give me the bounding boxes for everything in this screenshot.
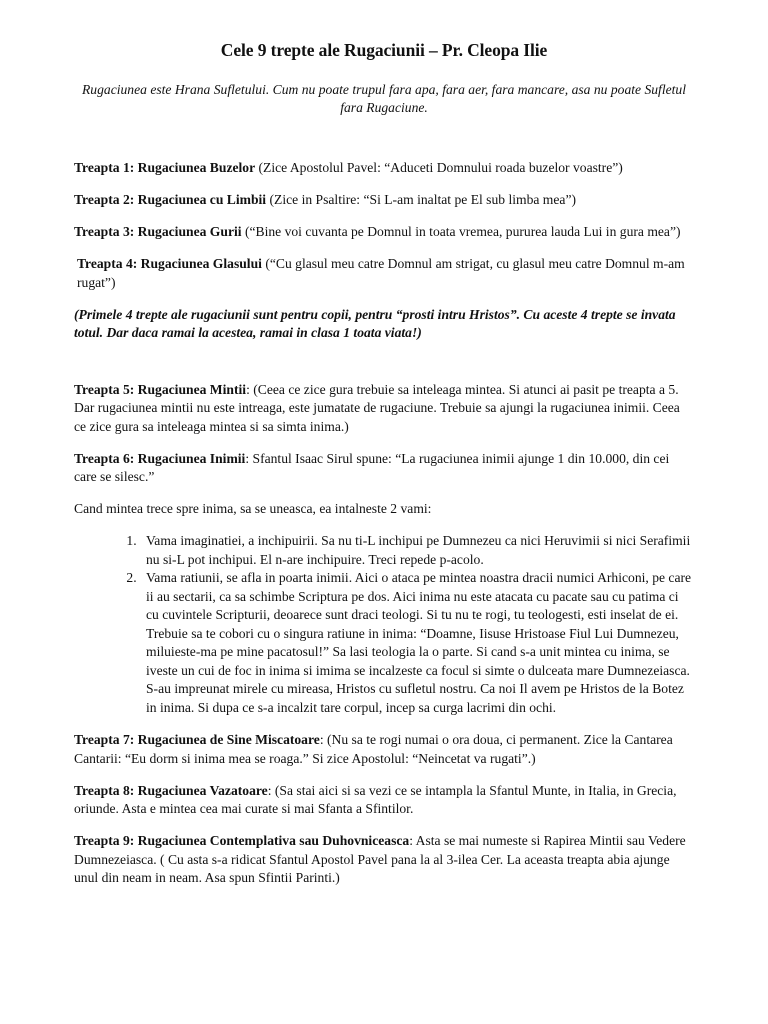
list-item: 1. Vama imaginatiei, a inchipuirii. Sa nu ti-L inchipui pe Dumnezeu ca nici Heruvimii si nici Serafimii nu si-L pot inchipui. El n-are inchipuire. Treci repede p-acolo. <box>140 532 694 569</box>
step-1-label: Treapta 1: Rugaciunea Buzelor <box>74 160 256 175</box>
step-9 <box>74 832 694 888</box>
step-2 <box>74 191 694 210</box>
step-5 <box>74 381 694 437</box>
step-1-text: (Zice Apostolul Pavel: “Aduceti Domnului roada buzelor voastre”) <box>255 160 623 175</box>
step-6 <box>74 450 694 487</box>
step-3-text: (“Bine voi cuvanta pe Domnul in toata vremea, pururea lauda Lui in gura mea”) <box>241 224 681 239</box>
step-8 <box>74 782 694 819</box>
step-8-text: : (Sa stai aici si sa vezi ce se intampla la Sfantul Munte, in Italia, in Grecia, oriunde. Asta e mintea cea mai curate si mai Sfanta a Sfintilor. <box>74 782 677 816</box>
step-7-label: Treapta 7: Rugaciunea de Sine Miscatoare <box>74 732 320 747</box>
step-7-text: : (Nu sa te rogi numai o ora doua, ci permanent. Zice la Cantarea Cantarii: “Eu dorm si inima mea se roaga.” Si zice Apostolul: “Neincetat va rugati”.) <box>74 732 673 766</box>
step-4-label: Treapta 4: Rugaciunea Glasului <box>77 256 262 271</box>
step-7 <box>74 731 694 768</box>
document-subtitle: Rugaciunea este Hrana Sufletului. Cum nu poate trupul fara apa, fara aer, fara mancare, asa nu poate Sufletul fara Rugaciune. <box>82 82 686 115</box>
step-6-text: : Sfantul Isaac Sirul spune: “La rugaciunea inimii ajunge 1 din 10.000, din cei care se silesc.” <box>74 450 670 484</box>
step-4 <box>74 255 694 292</box>
step-9-text: : Asta se mai numeste si Rapirea Mintii sau Vedere Dumnezeiasca. ( Cu asta s-a ridicat Sfantul Apostol Pavel pana la al 3-ilea Cer. La aceasta treapta abia ajunge unul din neam in neam. Asa spun Sfintii Parinti.) <box>74 833 686 885</box>
step-9-label: Treapta 9: Rugaciunea Contemplativa sau Duhovniceasca <box>74 833 410 848</box>
step-3-label: Treapta 3: Rugaciunea Gurii <box>74 224 242 239</box>
vami-list <box>74 532 694 717</box>
vami-intro: Cand mintea trece spre inima, sa se uneasca, ea intalneste 2 vami: <box>74 501 432 516</box>
note-paragraph: (Primele 4 trepte ale rugaciunii sunt pentru copii, pentru “prosti intru Hristos”. Cu aceste 4 trepte se invata totul. Dar daca ramai la acestea, ramai in clasa 1 toata viata!) <box>74 306 676 340</box>
step-5-label: Treapta 5: Rugaciunea Mintii <box>74 381 247 397</box>
step-8-label: Treapta 8: Rugaciunea Vazatoare <box>74 782 268 798</box>
step-4-text: (“Cu glasul meu catre Domnul am strigat, cu glasul meu catre Domnul m-am rugat”) <box>77 256 685 290</box>
list-item: 2. Vama ratiunii, se afla in poarta inimii. Aici o ataca pe mintea noastra dracii numici Arhiconi, pe care ii au sectarii, ca sa schimbe Scriptura pe dos. Aici inima nu este atacata cu pacate sau cu patima ci cu cuvintele Scripturii, deoarece sunt draci teologi. Si tu nu te rogi, tu teologesti, esti inselat de ei. Trebuie sa te cobori cu o singura ratiune in inima: “Doamne, Iisuse Hristoase Fiul Lui Dumnezeu, miluieste-ma pe mine pacatosul!” Sa lasi teologia la o parte. Si cand s-a unit mintea cu inima, se iveste un cui de foc in inima si imima se incalzeste ca focul si simte o dulceata mare Dumnezeiasca. S-au impreunat mirele cu mireasa, Hristos cu sufletul nostru. Ca noi Il avem pe Hristos de la Botez in inima. Si dupa ce s-a incalzit tare corpul, incep sa curga lacrimi din ochi. <box>140 569 694 717</box>
step-3 <box>74 223 694 242</box>
step-5-text: : (Ceea ce zice gura trebuie sa inteleaga mintea. Si atunci ai pasit pe treapta a 5. Dar rugaciunea mintii nu este intreaga, este jumatate de rugaciune. Trebuie sa ajungi la rugaciunea inimii. Ceea ce zice gura sa inteleaga mintea si sa simta inima.) <box>74 381 680 434</box>
document-title: Cele 9 trepte ale Rugaciunii – Pr. Cleopa Ilie <box>220 40 548 60</box>
step-2-text: (Zice in Psaltire: “Si L-am inaltat pe El sub limba mea”) <box>266 192 577 207</box>
step-2-label: Treapta 2: Rugaciunea cu Limbii <box>74 192 267 207</box>
step-1 <box>74 159 694 178</box>
step-6-label: Treapta 6: Rugaciunea Inimii <box>74 450 246 466</box>
